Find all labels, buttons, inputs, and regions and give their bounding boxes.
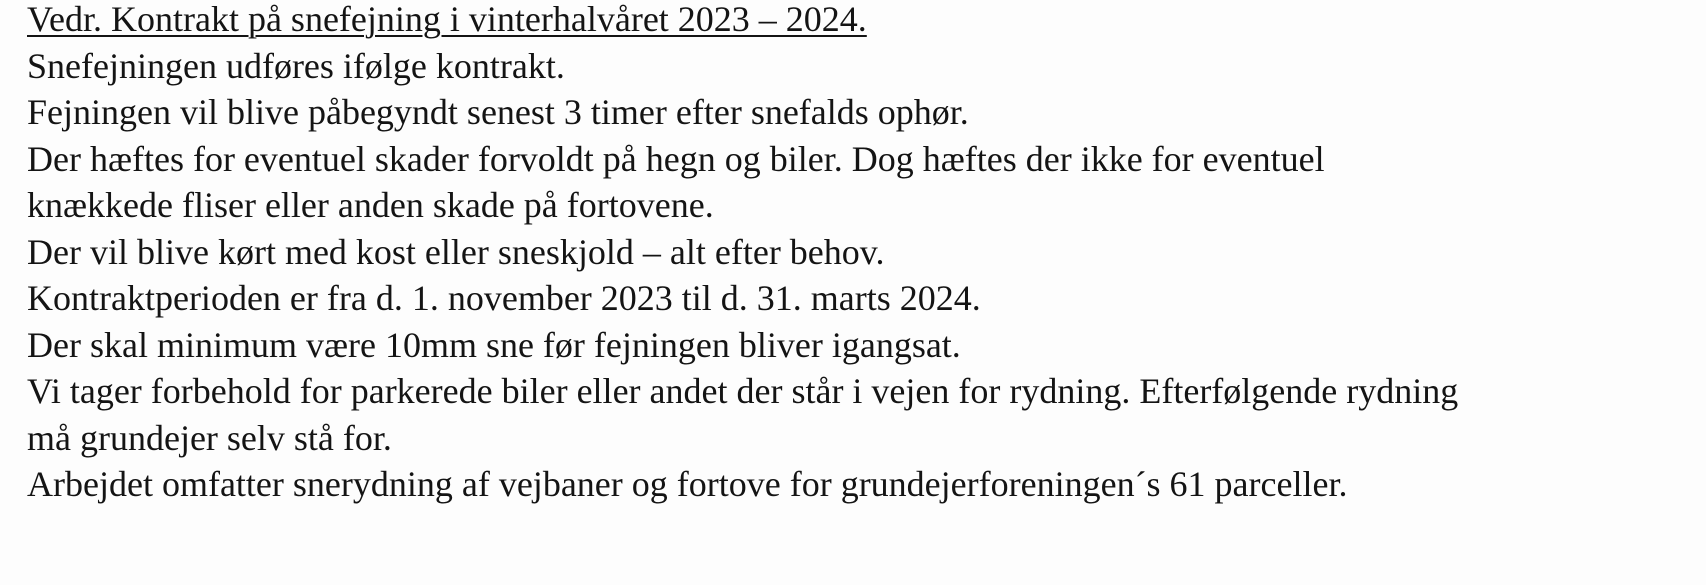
document-line: knækkede fliser eller anden skade på fortovene.: [27, 185, 714, 225]
document-line: Arbejdet omfatter snerydning af vejbaner og fortove for grundejerforeningen´s 61 parceller.: [27, 464, 1348, 504]
document-heading: Vedr. Kontrakt på snefejning i vinterhalvåret 2023 – 2024.: [27, 0, 867, 39]
document-line: Fejningen vil blive påbegyndt senest 3 timer efter snefalds ophør.: [27, 92, 969, 132]
document-line: Der hæftes for eventuel skader forvoldt på hegn og biler. Dog hæftes der ikke for eventuel: [27, 138, 1325, 179]
document-line: Snefejningen udføres ifølge kontrakt.: [27, 45, 565, 86]
document-line: Der skal minimum være 10mm sne før fejningen bliver igangsat.: [27, 324, 961, 365]
document-line: Der vil blive kørt med kost eller sneskjold – alt efter behov.: [27, 231, 885, 272]
document-line: Vi tager forbehold for parkerede biler eller andet der står i vejen for rydning. Efterfølgende rydning: [27, 371, 1459, 411]
document-body: [27, 0, 1687, 508]
document-line: Kontraktperioden er fra d. 1. november 2023 til d. 31. marts 2024.: [27, 278, 981, 318]
document-line: må grundejer selv stå for.: [27, 417, 392, 458]
